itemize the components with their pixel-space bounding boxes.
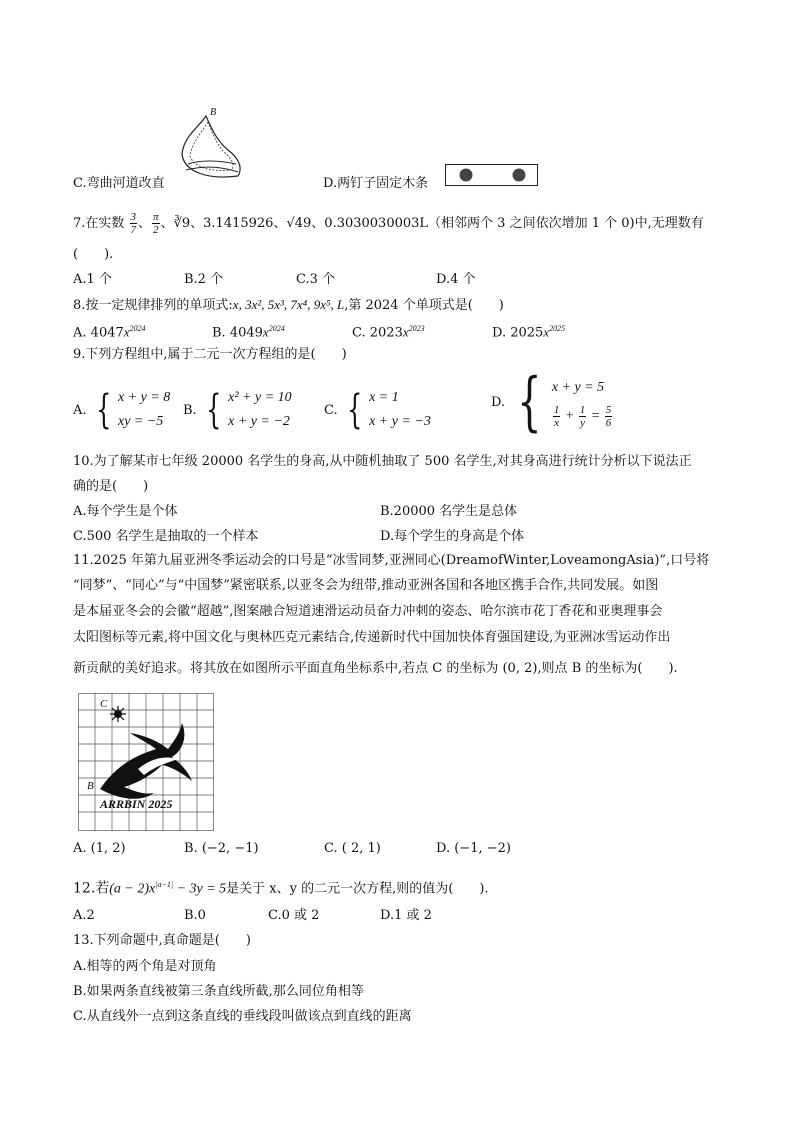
q11-line5: 新贡献的美好追求。将其放在如图所示平面直角坐标系中,若点 C 的坐标为 (0, 2),则点 B 的坐标为( ). <box>73 661 678 676</box>
q10-option-a[interactable]: A.每个学生是个体 <box>73 504 178 519</box>
q12-equation-rest: − 3y = 5 <box>173 881 227 897</box>
q6-option-d[interactable]: D.两钉子固定木条 <box>323 176 429 191</box>
q11-option-d[interactable]: D. (−1, −2) <box>436 841 511 856</box>
q9-option-d[interactable]: D. { x + y = 5 $\frac{1}{x}$ + $\frac{1}{y}$ = $\frac{5}{6}$ <box>491 365 612 439</box>
river-figure <box>178 106 250 190</box>
q12-option-a[interactable]: A.2 <box>73 908 95 923</box>
q6-option-c[interactable]: C.弯曲河道改直 <box>73 176 165 191</box>
sqrt-49: √49 <box>286 216 312 231</box>
q13-stem: 13.下列命题中,真命题是( ) <box>73 933 251 948</box>
q13-option-c[interactable]: C.从直线外一点到这条直线的垂线段叫做该点到直线的距离 <box>73 1009 412 1024</box>
q9-stem: 9.下列方程组中,属于二元一次方程组的是( ) <box>73 347 347 362</box>
q10-line1: 10.为了解某市七年级 20000 名学生的身高,从中随机抽取了 500 名学生,对其身高进行统计分析以下说法正 <box>73 454 692 469</box>
q8-option-b[interactable]: B. $4049x^{2024}$ <box>212 324 285 341</box>
q11-line2: “同梦”、“同心”与“中国梦”紧密联系,以亚冬会为纽带,推动亚洲各国和各地区携手合作,共同发展。如图 <box>73 578 659 593</box>
fraction-3-7: $\frac{3}{7}$ <box>130 211 137 236</box>
q7-stem: 7.在实数 $\frac{3}{7}$ 、 $\frac{\pi}{2}$ 、∛9、3.1415926、√49、0.3030030003L（相邻两个 3 之间依次增加 1 个 0)中,无理数有 <box>73 211 704 236</box>
q12-stem <box>73 876 489 899</box>
q11-line3: 是本届亚冬会的会徽“超越”,图案融合短道速滑运动员奋力冲刺的姿态、哈尔滨市花丁香花和亚奥理事会 <box>73 604 663 619</box>
q8-lead: 8.按一定规律排列的单项式: <box>73 298 233 313</box>
q8-option-d[interactable]: D. $2025x^{2025}$ <box>492 324 566 341</box>
q7-tail: 、0.3030030003L（相邻两个 3 之间依次增加 1 个 0)中,无理数有 <box>311 216 704 231</box>
nail-board-figure <box>445 164 538 186</box>
sun-icon <box>110 706 126 722</box>
q10-option-d[interactable]: D.每个学生的身高是个体 <box>380 529 525 544</box>
q7-option-c[interactable]: C.3 个 <box>296 272 336 287</box>
q7-option-b[interactable]: B.2 个 <box>184 272 224 287</box>
q7-option-a[interactable]: A.1 个 <box>73 272 112 287</box>
q12-equation: (a − 2)x <box>109 881 156 897</box>
q12-option-d[interactable]: D.1 或 2 <box>380 908 432 923</box>
q11-line4: 太阳图标等元素,将中国文化与奥林匹克元素结合,传递新时代中国加快体育强国建设,为亚洲冰雪运动作出 <box>73 630 671 645</box>
q8-option-c[interactable]: C. $2023x^{2023}$ <box>352 324 425 341</box>
q7-option-d[interactable]: D.4 个 <box>436 272 476 287</box>
q12-lead: 12.若 <box>73 880 110 897</box>
q8-option-a[interactable]: A. $4047x^{2024}$ <box>73 324 146 341</box>
emblem-grid-figure <box>78 693 214 831</box>
q7-lead: 7.在实数 <box>73 216 125 231</box>
q13-option-a[interactable]: A.相等的两个角是对顶角 <box>73 959 217 974</box>
q10-line2: 确的是( ) <box>73 479 149 494</box>
q12-option-c[interactable]: C.0 或 2 <box>268 908 320 923</box>
q11-option-a[interactable]: A. (1, 2) <box>73 841 126 856</box>
cbrt-9: ∛9 <box>173 216 191 231</box>
emblem-caption: ARRBIN 2025 <box>100 797 173 811</box>
q8-end: ,第 2024 个单项式是( ) <box>344 298 504 313</box>
q7-paren: ( ). <box>73 247 114 262</box>
q11-option-b[interactable]: B. (−2, −1) <box>184 841 259 856</box>
q9-option-c[interactable]: C. { x = 1 x + y = −3 <box>324 387 431 433</box>
q10-option-c[interactable]: C.500 名学生是抽取的一个样本 <box>73 529 259 544</box>
q12-tail: 是关于 x、y 的二元一次方程,则的值为( ). <box>226 881 489 897</box>
q7-mid: 、3.1415926、 <box>190 216 287 231</box>
q9-option-a[interactable]: A. { x + y = 8 xy = −5 <box>73 387 171 433</box>
q11-line1: 11.2025 年第九届亚洲冬季运动会的口号是“冰雪同梦,亚洲同心(DreamofWinter,LoveamongAsia)”,口号将 <box>73 553 710 568</box>
point-b-label: B <box>210 107 217 118</box>
q8-sequence: x, 3x², 5x³, 7x⁴, 9x⁵, L <box>232 297 345 312</box>
q10-option-b[interactable]: B.20000 名学生是总体 <box>380 504 518 519</box>
q9-option-b[interactable]: B. { x² + y = 10 x + y = −2 <box>183 387 292 433</box>
point-b-label: B <box>87 780 94 792</box>
q13-option-b[interactable]: B.如果两条直线被第三条直线所截,那么同位角相等 <box>73 984 364 999</box>
q12-exponent: |a−1| <box>155 880 174 889</box>
q8-stem <box>73 296 504 315</box>
point-c-label: C <box>100 698 108 710</box>
fraction-pi-2: $\frac{\pi}{2}$ <box>153 211 159 236</box>
q12-option-b[interactable]: B.0 <box>184 908 206 923</box>
q11-option-c[interactable]: C. ( 2, 1) <box>324 841 381 856</box>
